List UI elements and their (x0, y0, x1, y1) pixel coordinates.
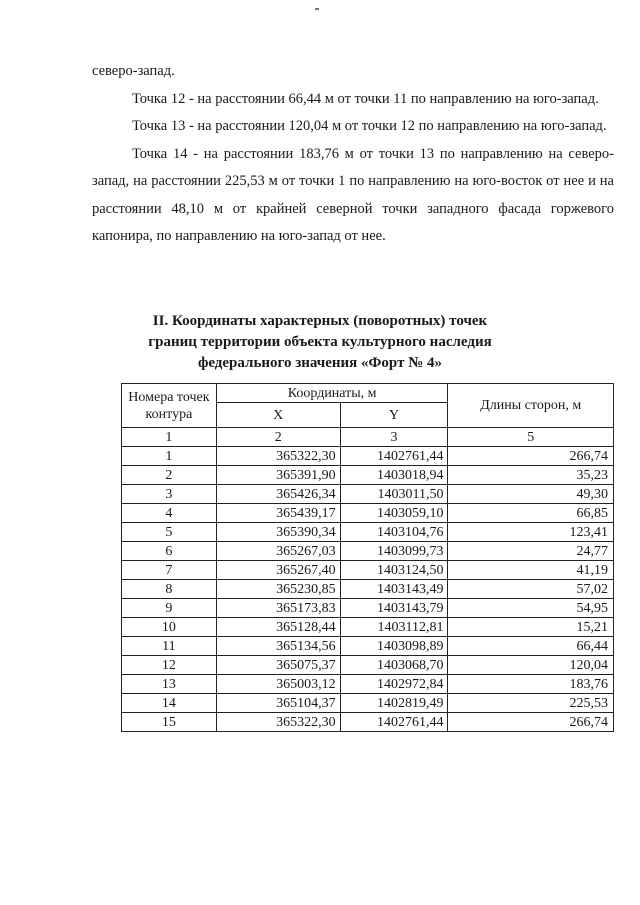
side-length-cell: 24,77 (448, 542, 614, 561)
y-coordinate-cell: 1402761,44 (340, 713, 448, 732)
table-row (122, 675, 614, 694)
index-cell: 1 (122, 428, 217, 447)
table-row (122, 447, 614, 466)
x-coordinate-cell: 365322,30 (216, 447, 340, 466)
section-heading (100, 311, 540, 374)
table-index-row (122, 428, 614, 447)
paragraph-point-12: Точка 12 - на расстоянии 66,44 м от точки 11 по направлению на юго-запад. (132, 90, 599, 107)
heading-line-1: II. Координаты характерных (поворотных) точек (152, 313, 488, 329)
table-body (122, 447, 614, 732)
header-points: Номера точек контура (122, 384, 217, 428)
y-coordinate-cell: 1403143,49 (340, 580, 448, 599)
point-number-cell: 6 (122, 542, 217, 561)
point-number-cell: 11 (122, 637, 217, 656)
point-number-cell: 5 (122, 523, 217, 542)
y-coordinate-cell: 1403112,81 (340, 618, 448, 637)
point-number-cell: 13 (122, 675, 217, 694)
heading-line-2: границ территории объекта культурного наследия (148, 334, 492, 350)
paragraph-point-14: Точка 14 - на расстоянии 183,76 м от точки 13 по направлению на северо-запад, на расстоянии 225,53 м от точки 1 по направлению на юго-восток от нее и на расстоянии 48,10 м от крайней северной точки западного фасада горжевого капонира, по направлению на юго-запад от нее. (92, 145, 614, 244)
y-coordinate-cell: 1403011,50 (340, 485, 448, 504)
x-coordinate-cell: 365003,12 (216, 675, 340, 694)
x-coordinate-cell: 365104,37 (216, 694, 340, 713)
side-length-cell: 225,53 (448, 694, 614, 713)
scan-mark (315, 8, 319, 10)
y-coordinate-cell: 1402972,84 (340, 675, 448, 694)
side-length-cell: 41,19 (448, 561, 614, 580)
side-length-cell: 66,85 (448, 504, 614, 523)
index-cell: 2 (216, 428, 340, 447)
table-row (122, 580, 614, 599)
x-coordinate-cell: 365134,56 (216, 637, 340, 656)
table-row (122, 713, 614, 732)
header-x: X (216, 403, 340, 428)
side-length-cell: 66,44 (448, 637, 614, 656)
side-length-cell: 35,23 (448, 466, 614, 485)
table-row (122, 542, 614, 561)
point-number-cell: 14 (122, 694, 217, 713)
y-coordinate-cell: 1402761,44 (340, 447, 448, 466)
side-length-cell: 266,74 (448, 713, 614, 732)
y-coordinate-cell: 1402819,49 (340, 694, 448, 713)
point-number-cell: 10 (122, 618, 217, 637)
table-row (122, 656, 614, 675)
y-coordinate-cell: 1403098,89 (340, 637, 448, 656)
point-number-cell: 3 (122, 485, 217, 504)
table-row (122, 561, 614, 580)
index-cell: 5 (448, 428, 614, 447)
y-coordinate-cell: 1403099,73 (340, 542, 448, 561)
y-coordinate-cell: 1403104,76 (340, 523, 448, 542)
x-coordinate-cell: 365230,85 (216, 580, 340, 599)
y-coordinate-cell: 1403124,50 (340, 561, 448, 580)
x-coordinate-cell: 365426,34 (216, 485, 340, 504)
y-coordinate-cell: 1403059,10 (340, 504, 448, 523)
table-row (122, 637, 614, 656)
side-length-cell: 57,02 (448, 580, 614, 599)
x-coordinate-cell: 365267,03 (216, 542, 340, 561)
paragraph-continuation: северо-запад. (92, 63, 175, 79)
x-coordinate-cell: 365128,44 (216, 618, 340, 637)
table-row (122, 618, 614, 637)
header-y: Y (340, 403, 448, 428)
x-coordinate-cell: 365390,34 (216, 523, 340, 542)
point-number-cell: 1 (122, 447, 217, 466)
side-length-cell: 54,95 (448, 599, 614, 618)
table-row (122, 523, 614, 542)
paragraph-point-13: Точка 13 - на расстоянии 120,04 м от точки 12 по направлению на юго-запад. (132, 118, 607, 134)
table-row (122, 599, 614, 618)
point-number-cell: 15 (122, 713, 217, 732)
x-coordinate-cell: 365439,17 (216, 504, 340, 523)
side-length-cell: 266,74 (448, 447, 614, 466)
header-coordinates: Координаты, м (216, 384, 448, 403)
table-row (122, 485, 614, 504)
side-length-cell: 120,04 (448, 656, 614, 675)
y-coordinate-cell: 1403068,70 (340, 656, 448, 675)
coordinates-table (121, 383, 614, 732)
point-number-cell: 4 (122, 504, 217, 523)
index-cell: 3 (340, 428, 448, 447)
point-number-cell: 7 (122, 561, 217, 580)
header-lengths: Длины сторон, м (448, 384, 614, 428)
point-number-cell: 12 (122, 656, 217, 675)
heading-line-3: федерального значения «Форт № 4» (197, 355, 443, 371)
side-length-cell: 183,76 (448, 675, 614, 694)
body-text (92, 58, 614, 251)
y-coordinate-cell: 1403143,79 (340, 599, 448, 618)
table-row (122, 504, 614, 523)
table-row (122, 694, 614, 713)
x-coordinate-cell: 365322,30 (216, 713, 340, 732)
side-length-cell: 49,30 (448, 485, 614, 504)
side-length-cell: 15,21 (448, 618, 614, 637)
x-coordinate-cell: 365075,37 (216, 656, 340, 675)
point-number-cell: 9 (122, 599, 217, 618)
table-row (122, 466, 614, 485)
x-coordinate-cell: 365267,40 (216, 561, 340, 580)
point-number-cell: 2 (122, 466, 217, 485)
x-coordinate-cell: 365391,90 (216, 466, 340, 485)
y-coordinate-cell: 1403018,94 (340, 466, 448, 485)
table-header-row (122, 384, 614, 403)
x-coordinate-cell: 365173,83 (216, 599, 340, 618)
side-length-cell: 123,41 (448, 523, 614, 542)
point-number-cell: 8 (122, 580, 217, 599)
